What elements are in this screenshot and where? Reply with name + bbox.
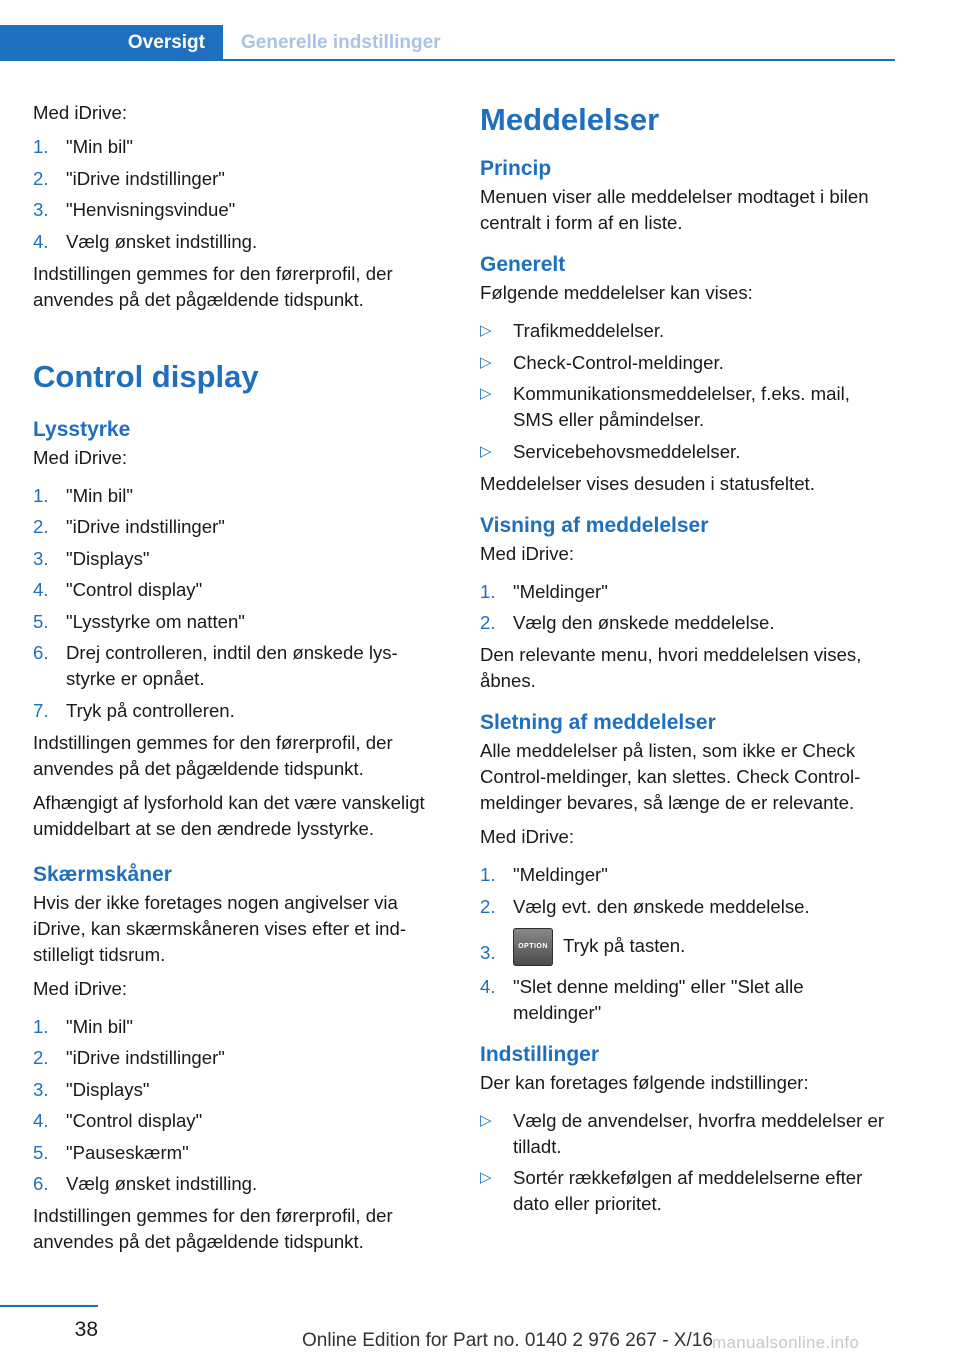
list-item: 3. "Displays" (33, 1078, 150, 1100)
display-note: Den relevante menu, hvori meddelelsen vises, åbnes. (480, 644, 862, 691)
heading-visning: Visning af meddelelser (480, 513, 709, 537)
screensaver-steps (33, 1014, 433, 1198)
list-item: ▷ Servicebehovsmeddelelser. (480, 439, 895, 465)
screensaver-text: Hvis der ikke foretages nogen angivelser via iDrive, kan skærmskåneren vises efter et indstilleligt tidsrum. (33, 891, 407, 965)
settings-lead: Der kan foretages følgende indstillinger: (480, 1071, 809, 1093)
list-item: ▷ Kommunikationsmeddelelser, f.eks. mail, SMS eller påmindelser. (480, 383, 850, 430)
list-item: 3. "Displays" (33, 547, 150, 569)
heading-lysstyrke: Lysstyrke (33, 417, 131, 441)
list-item: 1. "Min bil" (33, 136, 133, 157)
list-item: 3. "Henvisningsvindue" (33, 199, 236, 220)
list-item: 1. "Meldinger" (480, 864, 608, 885)
screensaver-note: Indstillingen gemmes for den førerprofil, der anvendes på det pågældende tidspunkt. (33, 1205, 393, 1252)
triangle-bullet-icon: ▷ (480, 1111, 492, 1129)
page-number: 38 (74, 1318, 98, 1341)
triangle-bullet-icon: ▷ (480, 1169, 492, 1186)
list-item: 4. "Slet denne melding" eller "Slet alle meldinger" (480, 975, 804, 1023)
deletion-lead: Med iDrive: (480, 826, 575, 847)
list-item: 5. "Lysstyrke om natten" (33, 610, 245, 632)
list-item: 2. "iDrive indstillinger" (33, 167, 225, 189)
principle-text: Menuen viser alle meddelelser modtaget i bilen centralt i form af en liste. (480, 186, 869, 233)
general-note: Meddelelser vises desuden i statusfeltet. (480, 472, 815, 494)
heading-skaermskaaner: Skærmskåner (33, 862, 172, 886)
display-lead: Med iDrive: (480, 542, 575, 564)
list-item: ▷ Vælg de anvendelser, hvorfra meddelelser er tilladt. (480, 1109, 885, 1157)
deletion-text: Alle meddelelser på listen, som ikke er Check Control-meldinger, kan slettes. Check Control-meldinger bevares, så længe de er relevante. (480, 740, 861, 813)
intro-lead: Med iDrive: (33, 102, 128, 123)
brightness-lead: Med iDrive: (33, 446, 128, 468)
list-item: 2. Vælg evt. den ønskede meddelelse. (480, 895, 810, 917)
tab-generelle-indstillinger[interactable]: Generelle indstillinger (241, 32, 441, 53)
general-lead: Følgende meddelelser kan vises: (480, 282, 753, 303)
list-item: ▷ Trafikmeddelelser. (480, 318, 895, 344)
watermark: manualsonline.info (712, 1333, 860, 1352)
heading-indstillinger: Indstillinger (480, 1042, 600, 1066)
list-item: 1. "Min bil" (33, 484, 133, 506)
footer-rule (0, 1305, 98, 1307)
right-column (480, 100, 895, 1223)
list-item: 6. Vælg ønsket indstilling. (33, 1173, 258, 1194)
triangle-bullet-icon: ▷ (480, 353, 492, 371)
header-rule (223, 59, 895, 61)
page-header (0, 25, 895, 63)
brightness-note: Indstillingen gemmes for den førerprofil, der anvendes på det pågældende tidspunkt. (33, 731, 393, 779)
list-item: 7. Tryk på controlleren. (33, 699, 235, 721)
triangle-bullet-icon: ▷ (480, 322, 492, 339)
list-item: 2. "iDrive indstillinger" (33, 516, 225, 537)
settings-bullets (480, 1108, 895, 1218)
list-item: ▷ Check-Control-meldinger. (480, 350, 895, 376)
list-item: 3. OPTION Tryk på tasten. (480, 928, 895, 966)
deletion-steps (480, 862, 895, 1026)
option-key-icon: OPTION (513, 928, 553, 966)
list-item: 1. "Min bil" (33, 1015, 133, 1037)
brightness-steps (33, 483, 433, 724)
section-title-control-display: Control display (33, 358, 259, 394)
left-column (33, 100, 433, 1263)
brightness-note-2: Afhængigt af lysforhold kan det være vanskeligt umiddelbart at se den ændrede lysstyrke. (33, 791, 425, 839)
display-steps (480, 579, 895, 637)
heading-generelt: Generelt (480, 253, 566, 276)
list-item: 4. "Control display" (33, 579, 203, 600)
intro-steps (33, 134, 433, 255)
heading-sletning: Sletning af meddelelser (480, 711, 716, 734)
heading-princip: Princip (480, 157, 552, 180)
list-item: 2. "iDrive indstillinger" (33, 1047, 225, 1068)
list-item: ▷ Sortér rækkefølgen af meddelelserne efter dato eller prioritet. (480, 1167, 863, 1214)
triangle-bullet-icon: ▷ (480, 385, 492, 402)
list-item: 1. "Meldinger" (480, 580, 608, 602)
general-bullets (480, 318, 895, 465)
list-item: 5. "Pauseskærm" (33, 1141, 189, 1163)
list-item: 6. Drej controlleren, indtil den ønskede lysstyrke er opnået. (33, 642, 398, 689)
intro-note: Indstillingen gemmes for den førerprofil, der anvendes på det pågældende tidspunkt. (33, 262, 393, 310)
triangle-bullet-icon: ▷ (480, 442, 492, 460)
list-item: 2. Vælg den ønskede meddelelse. (480, 612, 775, 633)
list-item: 4. Vælg ønsket indstilling. (33, 230, 258, 252)
edition-text: Online Edition for Part no. 0140 2 976 267 - X/16 (302, 1330, 713, 1351)
tab-oversigt[interactable]: Oversigt (0, 25, 223, 61)
section-title-meddelelser: Meddelelser (480, 102, 660, 137)
screensaver-lead: Med iDrive: (33, 977, 128, 999)
list-item: 4. "Control display" (33, 1110, 203, 1131)
